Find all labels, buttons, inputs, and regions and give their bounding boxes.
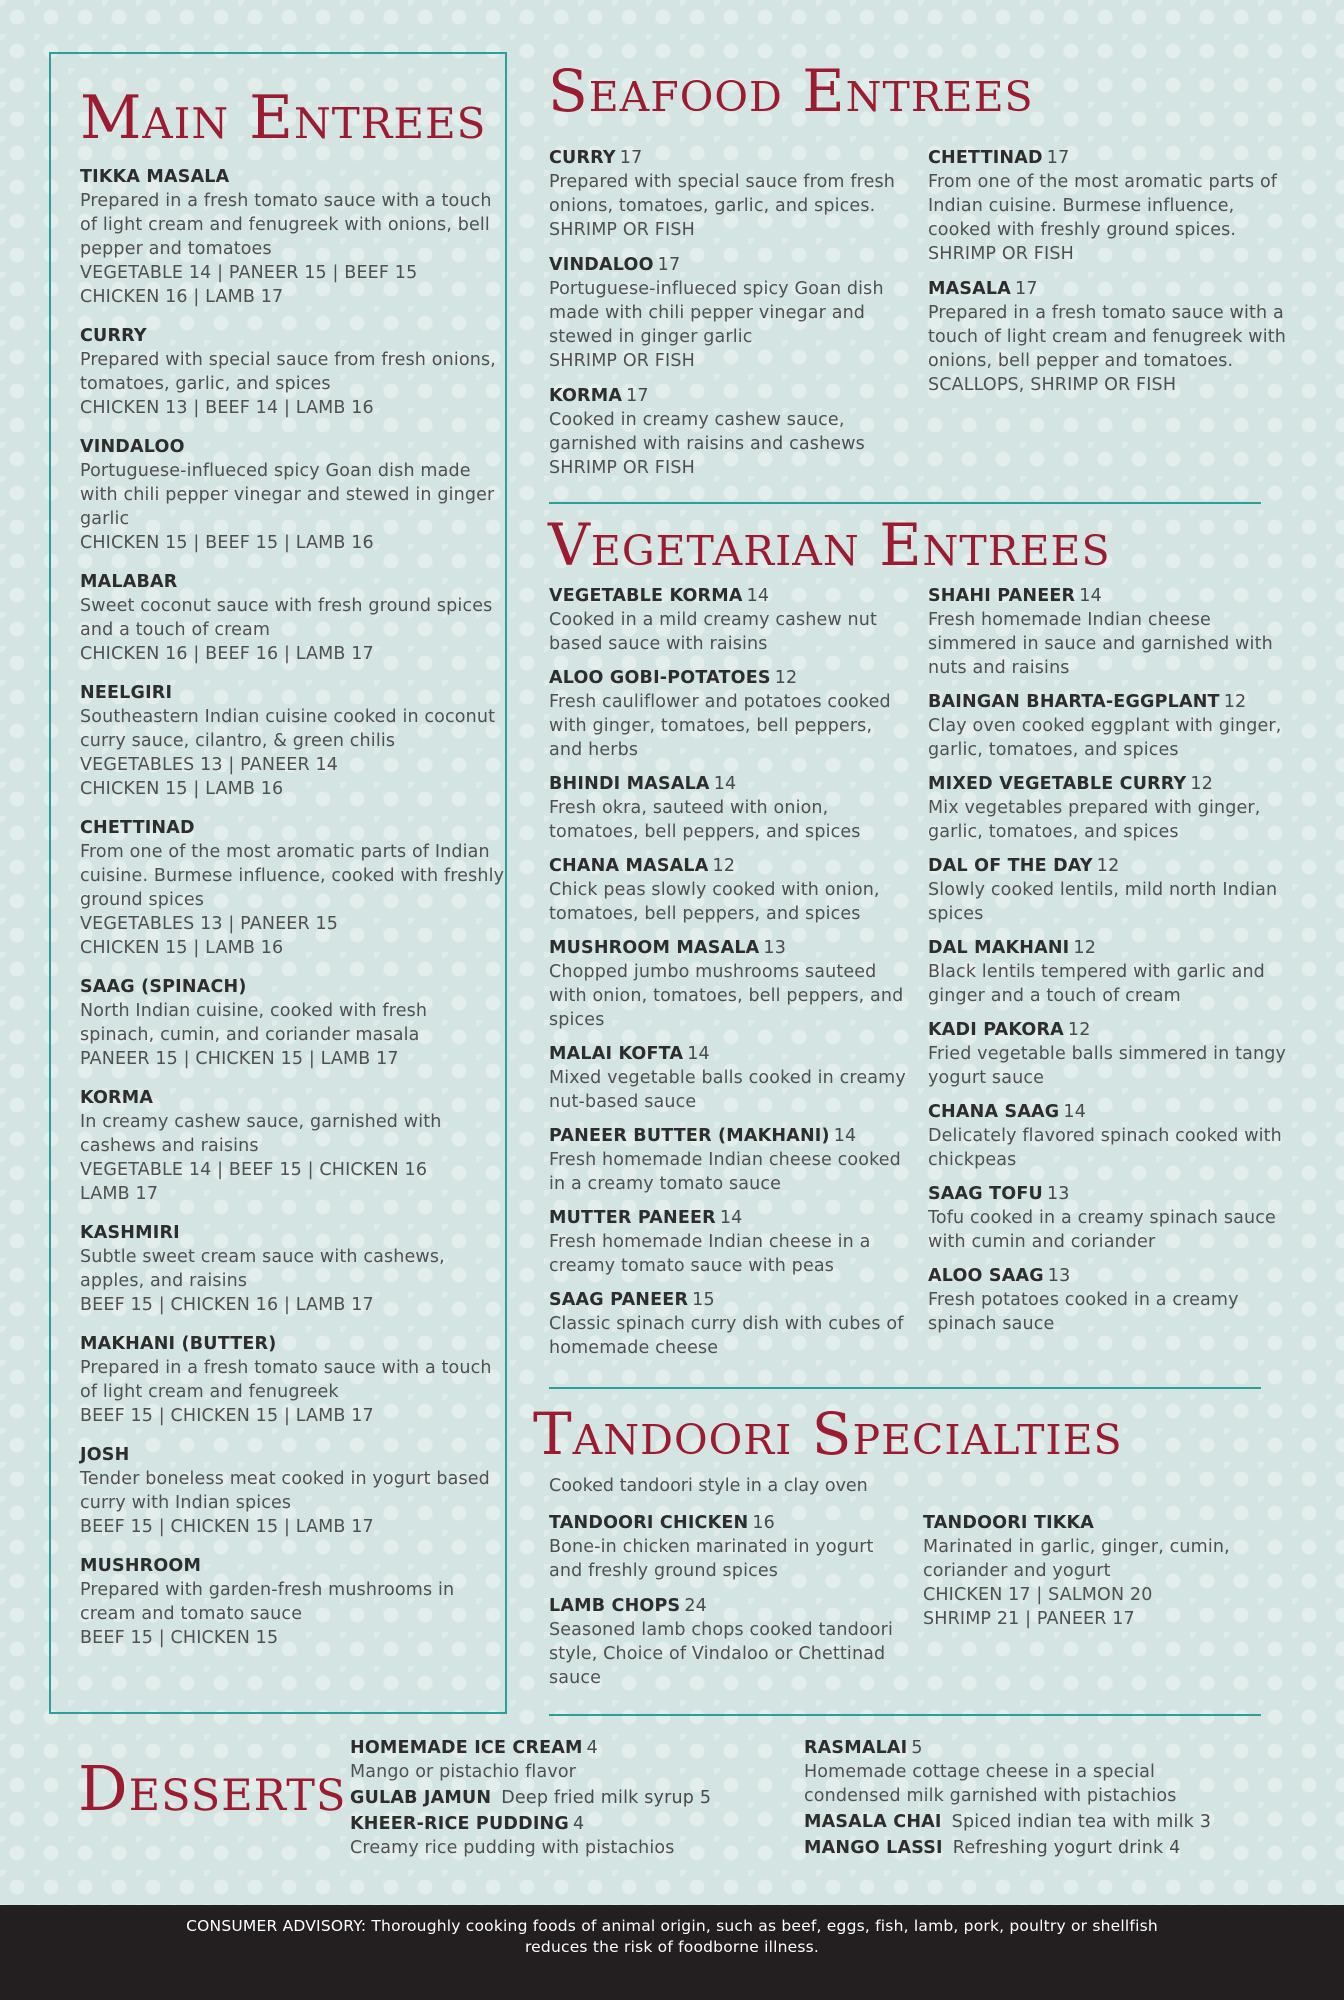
- menu-item-description: Sweet coconut sauce with fresh ground spices and a touch of cream: [80, 596, 493, 640]
- menu-item-name: TANDOORI TIKKA: [923, 1513, 1095, 1533]
- seafood-right-column: [928, 147, 1288, 409]
- menu-item-description: From one of the most aromatic parts of Indian cuisine. Burmese influence, cooked with freshly ground spices. SHRIMP OR FISH: [928, 172, 1278, 264]
- menu-item-options: CHICKEN 15 | BEEF 15 | LAMB 16: [80, 533, 374, 553]
- menu-item-header: [80, 976, 505, 999]
- menu-item-name: RASMALAI: [804, 1738, 908, 1758]
- menu-item-options: LAMB 17: [80, 1184, 159, 1204]
- menu-item-description: Cooked in creamy cashew sauce, garnished with raisins and cashews: [549, 410, 865, 454]
- menu-item-name: MALAI KOFTA: [549, 1044, 684, 1064]
- menu-item-header: [804, 1737, 1244, 1760]
- desserts-title: Desserts: [78, 1752, 347, 1825]
- menu-item-description: Subtle sweet cream sauce with cashews, apples, and raisins: [80, 1247, 445, 1291]
- menu-item-price: 17: [626, 386, 649, 406]
- menu-item-price: 15: [692, 1290, 715, 1310]
- menu-item-name: LAMB CHOPS: [549, 1596, 681, 1616]
- menu-item-price: 12: [1190, 774, 1214, 794]
- menu-item: [80, 817, 505, 960]
- menu-item-header: [804, 1837, 1244, 1860]
- menu-item-description: Fresh potatoes cooked in a creamy spinach sauce: [928, 1290, 1239, 1334]
- menu-item-description: Mix vegetables prepared with ginger, garlic, tomatoes, and spices: [928, 798, 1261, 842]
- menu-item-name: DAL MAKHANI: [928, 938, 1070, 958]
- menu-item-name: GULAB JAMUN: [350, 1788, 492, 1808]
- menu-item-name: MUTTER PANEER: [549, 1208, 716, 1228]
- menu-item-name: CHANA MASALA: [549, 856, 709, 876]
- menu-item-price: 12: [712, 856, 736, 876]
- menu-item-options: VEGETABLE 14 | BEEF 15 | CHICKEN 16: [80, 1160, 428, 1180]
- menu-item-options: CHICKEN 16 | LAMB 17: [80, 287, 284, 307]
- menu-item-name: MAKHANI (BUTTER): [80, 1334, 277, 1354]
- menu-item-name: BHINDI MASALA: [549, 774, 710, 794]
- menu-item-header: [549, 1289, 909, 1312]
- menu-item-price: 14: [1079, 586, 1102, 606]
- menu-item-name: CHETTINAD: [928, 148, 1043, 168]
- menu-item: [350, 1787, 750, 1810]
- menu-item-description: Portuguese-influeced spicy Goan dish made with chili pepper vinegar and stewed in ginger garlic: [549, 279, 884, 347]
- menu-item-name: MANGO LASSI: [804, 1838, 943, 1858]
- menu-item-options: PANEER 15 | CHICKEN 15 | LAMB 17: [80, 1049, 399, 1069]
- menu-item-options: CHICKEN 15 | LAMB 16: [80, 779, 284, 799]
- menu-item: [80, 682, 505, 801]
- menu-item-header: [549, 1595, 909, 1618]
- menu-item-price: 12: [1067, 1020, 1091, 1040]
- menu-item-name: VINDALOO: [80, 437, 185, 457]
- menu-item: [804, 1737, 1244, 1808]
- menu-item: [549, 1289, 909, 1360]
- menu-item: [928, 691, 1288, 762]
- menu-item: [549, 937, 909, 1032]
- vegetarian-entrees-title: Vegetarian Entrees: [548, 511, 1111, 579]
- menu-item-description: Creamy rice pudding with pistachios: [350, 1838, 675, 1858]
- menu-item-price: 4: [586, 1738, 598, 1758]
- menu-item-description: Fresh cauliflower and potatoes cooked with ginger, tomatoes, bell peppers, and herbs: [549, 692, 891, 760]
- menu-item-description: Tofu cooked in a creamy spinach sauce with cumin and coriander: [928, 1208, 1276, 1252]
- menu-item-header: [80, 325, 505, 348]
- menu-item-header: [80, 571, 505, 594]
- menu-item: [80, 571, 505, 666]
- menu-item-options: SHRIMP OR FISH: [549, 351, 695, 371]
- menu-item-name: DAL OF THE DAY: [928, 856, 1093, 876]
- menu-item: [549, 1207, 909, 1278]
- menu-item-description: Fresh homemade Indian cheese simmered in sauce and garnished with nuts and raisins: [928, 610, 1273, 678]
- menu-item-header: [549, 773, 909, 796]
- menu-item-name: CURRY: [549, 148, 616, 168]
- menu-item-options: VEGETABLES 13 | PANEER 15: [80, 914, 339, 934]
- menu-item-description: Homemade cottage cheese in a special condensed milk garnished with pistachios: [804, 1762, 1177, 1806]
- menu-item: [549, 855, 909, 926]
- menu-item: [804, 1837, 1244, 1860]
- menu-item-price: 16: [752, 1513, 776, 1533]
- menu-item-header: [549, 385, 899, 408]
- menu-item-header: [928, 855, 1288, 878]
- menu-item-name: NEELGIRI: [80, 683, 173, 703]
- menu-item-options: SHRIMP 21 | PANEER 17: [923, 1609, 1135, 1629]
- menu-item-name: KASHMIRI: [80, 1223, 180, 1243]
- tandoori-left-column: [549, 1512, 909, 1702]
- menu-item-price: 12: [1223, 692, 1247, 712]
- menu-item-options: CHICKEN 16 | BEEF 16 | LAMB 17: [80, 644, 374, 664]
- menu-item: [80, 1444, 505, 1539]
- main-entrees-title: Main Entrees: [80, 83, 487, 153]
- tandoori-specialties-title: Tandoori Specialties: [533, 1400, 1123, 1468]
- menu-item-description: Deep fried milk syrup 5: [501, 1788, 712, 1808]
- menu-item-name: SAAG PANEER: [549, 1290, 689, 1310]
- menu-item-header: [80, 166, 505, 189]
- menu-item: [80, 325, 505, 420]
- menu-item-header: [80, 436, 505, 459]
- menu-item-name: KORMA: [549, 386, 623, 406]
- menu-item-price: 12: [1073, 938, 1097, 958]
- menu-item-header: [350, 1737, 750, 1760]
- menu-item-price: 13: [763, 938, 787, 958]
- menu-item-description: Southeastern Indian cuisine cooked in coconut curry sauce, cilantro, & green chilis: [80, 707, 496, 751]
- menu-item: [549, 147, 899, 242]
- menu-item: [928, 937, 1288, 1008]
- menu-item-description: North Indian cuisine, cooked with fresh spinach, cumin, and coriander masala: [80, 1001, 428, 1045]
- menu-item-price: 4: [572, 1814, 585, 1834]
- menu-item-header: [549, 1207, 909, 1230]
- menu-item-description: Prepared in a fresh tomato sauce with a touch of light cream and fenugreek: [80, 1358, 492, 1402]
- menu-item-description: Mixed vegetable balls cooked in creamy nut-based sauce: [549, 1068, 906, 1112]
- menu-item-description: Seasoned lamb chops cooked tandoori style, Choice of Vindaloo or Chettinad sauce: [549, 1620, 893, 1688]
- menu-item-header: [928, 585, 1288, 608]
- seafood-divider: [549, 502, 1261, 504]
- menu-item-price: 14: [687, 1044, 710, 1064]
- menu-item-description: Slowly cooked lentils, mild north Indian spices: [928, 880, 1278, 924]
- menu-item: [928, 147, 1288, 266]
- menu-item-name: PANEER BUTTER (MAKHANI): [549, 1126, 830, 1146]
- menu-item-price: 14: [746, 586, 770, 606]
- menu-item-options: SCALLOPS, SHRIMP OR FISH: [928, 375, 1177, 395]
- menu-item-price: 14: [1063, 1102, 1087, 1122]
- advisory-line-2: reduces the risk of foodborne illness.: [524, 1938, 820, 1956]
- menu-item-header: [80, 1333, 505, 1356]
- menu-item: [549, 1043, 909, 1114]
- advisory-line-1: CONSUMER ADVISORY: Thoroughly cooking foods of animal origin, such as beef, eggs, fish, lamb, pork, poultry or shellfish: [186, 1917, 1158, 1935]
- menu-item-header: [928, 147, 1288, 170]
- menu-item-name: MUSHROOM MASALA: [549, 938, 760, 958]
- menu-item-description: Fresh homemade Indian cheese in a creamy tomato sauce with peas: [549, 1232, 871, 1276]
- menu-item-header: [928, 773, 1288, 796]
- menu-item-header: [549, 937, 909, 960]
- tandoori-divider: [549, 1714, 1261, 1716]
- menu-item-name: ALOO GOBI-POTATOES: [549, 668, 771, 688]
- menu-item-header: [549, 585, 909, 608]
- menu-item-name: VEGETABLE KORMA: [549, 586, 743, 606]
- menu-item-name: MIXED VEGETABLE CURRY: [928, 774, 1187, 794]
- menu-item: [80, 166, 505, 309]
- menu-item: [549, 254, 899, 373]
- menu-item-description: Black lentils tempered with garlic and ginger and a touch of cream: [928, 962, 1265, 1006]
- menu-item-header: [549, 855, 909, 878]
- menu-item-options: SHRIMP OR FISH: [549, 458, 695, 478]
- menu-item-description: Chopped jumbo mushrooms sauteed with onion, tomatoes, bell peppers, and spices: [549, 962, 904, 1030]
- menu-item-description: Fried vegetable balls simmered in tangy yogurt sauce: [928, 1044, 1287, 1088]
- menu-item-price: 5: [911, 1738, 923, 1758]
- menu-item-header: [549, 254, 899, 277]
- menu-item-name: BAINGAN BHARTA-EGGPLANT: [928, 692, 1220, 712]
- menu-item-options: CHICKEN 15 | LAMB 16: [80, 938, 284, 958]
- menu-item-header: [80, 817, 505, 840]
- menu-item-description: Fresh okra, sauteed with onion, tomatoes, bell peppers, and spices: [549, 798, 861, 842]
- menu-item-options: CHICKEN 17 | SALMON 20: [923, 1585, 1153, 1605]
- menu-item-description: Tender boneless meat cooked in yogurt based curry with Indian spices: [80, 1469, 490, 1513]
- menu-item-name: VINDALOO: [549, 255, 654, 275]
- menu-item: [923, 1512, 1283, 1631]
- menu-item: [350, 1813, 750, 1860]
- menu-item-description: Chick peas slowly cooked with onion, tomatoes, bell peppers, and spices: [549, 880, 880, 924]
- seafood-left-column: [549, 147, 899, 492]
- tandoori-right-column: [923, 1512, 1283, 1643]
- menu-item: [549, 773, 909, 844]
- menu-item-price: 17: [1046, 148, 1070, 168]
- menu-item-name: SAAG (SPINACH): [80, 977, 247, 997]
- menu-item-name: CHANA SAAG: [928, 1102, 1060, 1122]
- menu-item: [928, 1019, 1288, 1090]
- menu-item-header: [350, 1787, 750, 1810]
- menu-item-description: Portuguese-influeced spicy Goan dish made with chili pepper vinegar and stewed in ginger garlic: [80, 461, 495, 529]
- menu-item-description: Bone-in chicken marinated in yogurt and freshly ground spices: [549, 1537, 874, 1581]
- menu-item: [549, 1512, 909, 1583]
- menu-item: [80, 976, 505, 1071]
- menu-item-name: JOSH: [80, 1445, 130, 1465]
- menu-item-options: BEEF 15 | CHICKEN 15: [80, 1628, 279, 1648]
- menu-item-options: VEGETABLES 13 | PANEER 14: [80, 755, 339, 775]
- menu-item: [549, 385, 899, 480]
- menu-item-header: [928, 1101, 1288, 1124]
- menu-item-options: BEEF 15 | CHICKEN 15 | LAMB 17: [80, 1517, 374, 1537]
- menu-item-header: [80, 1555, 505, 1578]
- menu-item: [549, 585, 909, 656]
- main-entrees-section: [49, 52, 507, 1714]
- menu-item-header: [80, 1222, 505, 1245]
- menu-item-header: [549, 1512, 909, 1535]
- menu-item-header: [549, 1125, 909, 1148]
- menu-item-name: HOMEMADE ICE CREAM: [350, 1738, 583, 1758]
- menu-item: [928, 278, 1288, 397]
- menu-item-header: [80, 682, 505, 705]
- menu-item-header: [928, 1183, 1288, 1206]
- menu-item-price: 14: [833, 1126, 857, 1146]
- menu-item-price: 17: [1015, 279, 1038, 299]
- menu-item-header: [804, 1811, 1244, 1834]
- menu-item-description: From one of the most aromatic parts of Indian cuisine. Burmese influence, cooked with freshly ground spices: [80, 842, 505, 910]
- menu-item: [549, 1595, 909, 1690]
- tandoori-subtitle: Cooked tandoori style in a clay oven: [549, 1476, 868, 1496]
- menu-item-name: MUSHROOM: [80, 1556, 202, 1576]
- menu-item-header: [928, 937, 1288, 960]
- menu-item-price: 24: [684, 1596, 708, 1616]
- menu-item-description: Fresh homemade Indian cheese cooked in a creamy tomato sauce: [549, 1150, 901, 1194]
- menu-item-options: CHICKEN 13 | BEEF 14 | LAMB 16: [80, 398, 374, 418]
- menu-item-header: [549, 1043, 909, 1066]
- menu-item-options: VEGETABLE 14 | PANEER 15 | BEEF 15: [80, 263, 418, 283]
- menu-item-description: Prepared in a fresh tomato sauce with a touch of light cream and fenugreek with onions, bell pepper and tomatoes: [80, 191, 492, 259]
- menu-item-name: TIKKA MASALA: [80, 167, 230, 187]
- menu-item-header: [928, 1019, 1288, 1042]
- menu-item-description: Mango or pistachio flavor: [350, 1762, 577, 1782]
- menu-item: [804, 1811, 1244, 1834]
- menu-item-description: Prepared with garden-fresh mushrooms in cream and tomato sauce: [80, 1580, 455, 1624]
- menu-item-description: Prepared in a fresh tomato sauce with a touch of light cream and fenugreek with onions, bell pepper and tomatoes.: [928, 303, 1286, 371]
- menu-item-name: MALABAR: [80, 572, 178, 592]
- menu-item-description: In creamy cashew sauce, garnished with cashews and raisins: [80, 1112, 442, 1156]
- menu-item: [80, 1333, 505, 1428]
- menu-item-name: SAAG TOFU: [928, 1184, 1043, 1204]
- menu-item-header: [928, 1265, 1288, 1288]
- menu-item: [928, 1101, 1288, 1172]
- menu-item: [928, 855, 1288, 926]
- vegetarian-divider: [549, 1387, 1261, 1389]
- menu-item-price: 17: [657, 255, 681, 275]
- menu-item-header: [549, 667, 909, 690]
- desserts-right-column: [804, 1737, 1244, 1863]
- menu-item: [80, 1222, 505, 1317]
- menu-item-options: BEEF 15 | CHICKEN 16 | LAMB 17: [80, 1295, 374, 1315]
- menu-item-name: SHAHI PANEER: [928, 586, 1076, 606]
- menu-item-name: ALOO SAAG: [928, 1266, 1044, 1286]
- menu-item-description: Spiced indian tea with milk 3: [951, 1812, 1212, 1832]
- menu-item-name: CHETTINAD: [80, 818, 195, 838]
- menu-item-price: 13: [1046, 1184, 1070, 1204]
- menu-item-header: [80, 1087, 505, 1110]
- menu-item-price: 14: [713, 774, 737, 794]
- menu-item: [80, 1555, 505, 1650]
- consumer-advisory-footer: [0, 1905, 1344, 2000]
- menu-item-description: Prepared with special sauce from fresh onions, tomatoes, garlic, and spices: [80, 350, 496, 394]
- main-entrees-list: [80, 166, 505, 1650]
- menu-item-description: Delicately flavored spinach cooked with chickpeas: [928, 1126, 1282, 1170]
- vegetarian-left-column: [549, 585, 909, 1371]
- menu-item-header: [80, 1444, 505, 1467]
- menu-item-price: 12: [1096, 856, 1120, 876]
- menu-item-price: 12: [774, 668, 798, 688]
- menu-item-price: 14: [719, 1208, 743, 1228]
- menu-item-description: Cooked in a mild creamy cashew nut based sauce with raisins: [549, 610, 878, 654]
- menu-item-description: Marinated in garlic, ginger, cumin, coriander and yogurt: [923, 1537, 1230, 1581]
- menu-item: [928, 1265, 1288, 1336]
- desserts-left-column: [350, 1737, 750, 1863]
- menu-item-description: Clay oven cooked eggplant with ginger, garlic, tomatoes, and spices: [928, 716, 1282, 760]
- menu-item-description: Refreshing yogurt drink 4: [952, 1838, 1181, 1858]
- menu-item-name: MASALA: [928, 279, 1012, 299]
- menu-item: [549, 1125, 909, 1196]
- menu-item-name: KHEER-RICE PUDDING: [350, 1814, 569, 1834]
- seafood-entrees-title: Seafood Entrees: [548, 57, 1034, 125]
- menu-item: [80, 436, 505, 555]
- menu-item-header: [928, 278, 1288, 301]
- menu-item-name: KADI PAKORA: [928, 1020, 1064, 1040]
- menu-item: [350, 1737, 750, 1784]
- menu-item-price: 17: [619, 148, 643, 168]
- menu-item: [549, 667, 909, 762]
- menu-item-description: Prepared with special sauce from fresh onions, tomatoes, garlic, and spices. SHRIMP OR FISH: [549, 172, 896, 240]
- menu-item-header: [923, 1512, 1283, 1535]
- menu-item-name: TANDOORI CHICKEN: [549, 1513, 749, 1533]
- menu-item-options: BEEF 15 | CHICKEN 15 | LAMB 17: [80, 1406, 374, 1426]
- menu-item-price: 13: [1047, 1266, 1071, 1286]
- menu-item-description: Classic spinach curry dish with cubes of homemade cheese: [549, 1314, 904, 1358]
- menu-item-name: MASALA CHAI: [804, 1812, 942, 1832]
- menu-item-header: [549, 147, 899, 170]
- menu-item-name: KORMA: [80, 1088, 154, 1108]
- menu-item-header: [350, 1813, 750, 1836]
- menu-item: [928, 1183, 1288, 1254]
- menu-item-header: [928, 691, 1288, 714]
- menu-item: [928, 773, 1288, 844]
- menu-item-name: CURRY: [80, 326, 147, 346]
- menu-item: [928, 585, 1288, 680]
- menu-item: [80, 1087, 505, 1206]
- vegetarian-right-column: [928, 585, 1288, 1347]
